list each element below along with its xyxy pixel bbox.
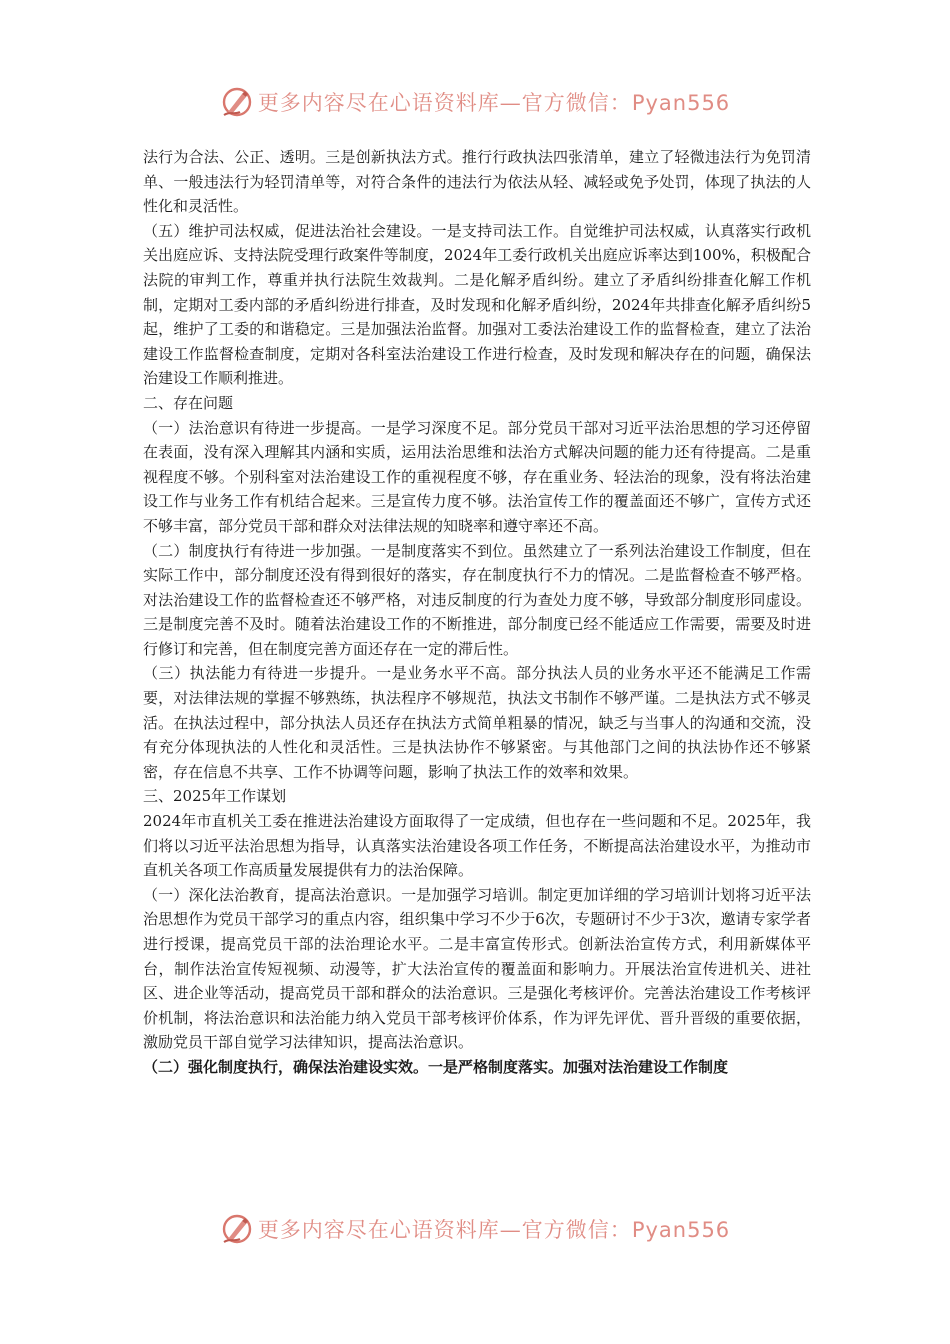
pen-logo-icon [220, 85, 254, 119]
banner-text: 更多内容尽在心语资料库—官方微信：Pyan556 [257, 1218, 731, 1242]
paragraph: （三）执法能力有待进一步提升。一是业务水平不高。部分执法人员的业务水平还不能满足工作需要，对法律法规的掌握不够熟练，执法程序不够规范，执法文书制作不够严谨。二是执法方式不够灵活。在执法过程中，部分执法人员还存在执法方式简单粗暴的情况，缺乏与当事人的沟通和交流，没有充分体现执法的人性化和灵活性。三是执法协作不够紧密。与其他部门之间的执法协作还不够紧密，存在信息不共享、工作不协调等问题，影响了执法工作的效率和效果。 [143, 664, 811, 781]
banner-text: 更多内容尽在心语资料库—官方微信：Pyan556 [257, 91, 731, 115]
pen-logo-icon [220, 1212, 254, 1246]
section-heading: 三、2025年工作谋划 [143, 787, 287, 806]
paragraph: （二）制度执行有待进一步加强。一是制度落实不到位。虽然建立了一系列法治建设工作制度，但在实际工作中，部分制度还没有得到很好的落实，存在制度执行不力的情况。二是监督检查不够严格。对法治建设工作的监督检查还不够严格，对违反制度的行为查处力度不够，导致部分制度形同虚设。三是制度完善不及时。随着法治建设工作的不断推进，部分制度已经不能适应工作需要，需要及时进行修订和完善，但在制度完善方面还存在一定的滞后性。 [143, 541, 811, 658]
document-body [143, 145, 811, 1080]
paragraph: 法行为合法、公正、透明。三是创新执法方式。推行行政执法四张清单，建立了轻微违法行为免罚清单、一般违法行为轻罚清单等，对符合条件的违法行为依法从轻、减轻或免予处罚，体现了执法的人性化和灵活性。 [143, 148, 811, 216]
footer-watermark-banner [0, 1209, 950, 1249]
bold-paragraph: （二）强化制度执行，确保法治建设实效。一是严格制度落实。加强对法治建设工作制度 [143, 1057, 729, 1076]
paragraph: （五）维护司法权威，促进法治社会建设。一是支持司法工作。自觉维护司法权威，认真落实行政机关出庭应诉、支持法院受理行政案件等制度，2024年工委行政机关出庭应诉率达到100%，积极配合法院的审判工作，尊重并执行法院生效裁判。二是化解矛盾纠纷。建立了矛盾纠纷排查化解工作机制，定期对工委内部的矛盾纠纷进行排查，及时发现和化解矛盾纠纷，2024年共排查化解矛盾纠纷5起，维护了工委的和谐稳定。三是加强法治监督。加强对工委法治建设工作的监督检查，建立了法治建设工作监督检查制度，定期对各科室法治建设工作进行检查，及时发现和解决存在的问题，确保法治建设工作顺利推进。 [143, 221, 811, 388]
section-heading: 二、存在问题 [143, 393, 234, 412]
paragraph: （一）深化法治教育，提高法治意识。一是加强学习培训。制定更加详细的学习培训计划将习近平法治思想作为党员干部学习的重点内容，组织集中学习不少于6次，专题研讨不少于3次，邀请专家学者进行授课，提高党员干部的法治理论水平。二是丰富宣传形式。创新法治宣传方式，利用新媒体平台，制作法治宣传短视频、动漫等，扩大法治宣传的覆盖面和影响力。开展法治宣传进机关、进社区、进企业等活动，提高党员干部和群众的法治意识。三是强化考核评价。完善法治建设工作考核评价机制，将法治意识和法治能力纳入党员干部考核评价体系，作为评先评优、晋升晋级的重要依据，激励党员干部自觉学习法律知识，提高法治意识。 [143, 885, 811, 1052]
header-watermark-banner [0, 82, 950, 122]
paragraph: （一）法治意识有待进一步提高。一是学习深度不足。部分党员干部对习近平法治思想的学习还停留在表面，没有深入理解其内涵和实质，运用法治思维和法治方式解决问题的能力还有待提高。二是重视程度不够。个别科室对法治建设工作的重视程度不够，存在重业务、轻法治的现象，没有将法治建设工作与业务工作有机结合起来。三是宣传力度不够。法治宣传工作的覆盖面还不够广，宣传方式还不够丰富，部分党员干部和群众对法律法规的知晓率和遵守率还不高。 [143, 418, 811, 535]
paragraph: 2024年市直机关工委在推进法治建设方面取得了一定成绩，但也存在一些问题和不足。2025年，我们将以习近平法治思想为指导，认真落实法治建设各项工作任务，不断提高法治建设水平，为推动市直机关各项工作高质量发展提供有力的法治保障。 [143, 812, 811, 880]
